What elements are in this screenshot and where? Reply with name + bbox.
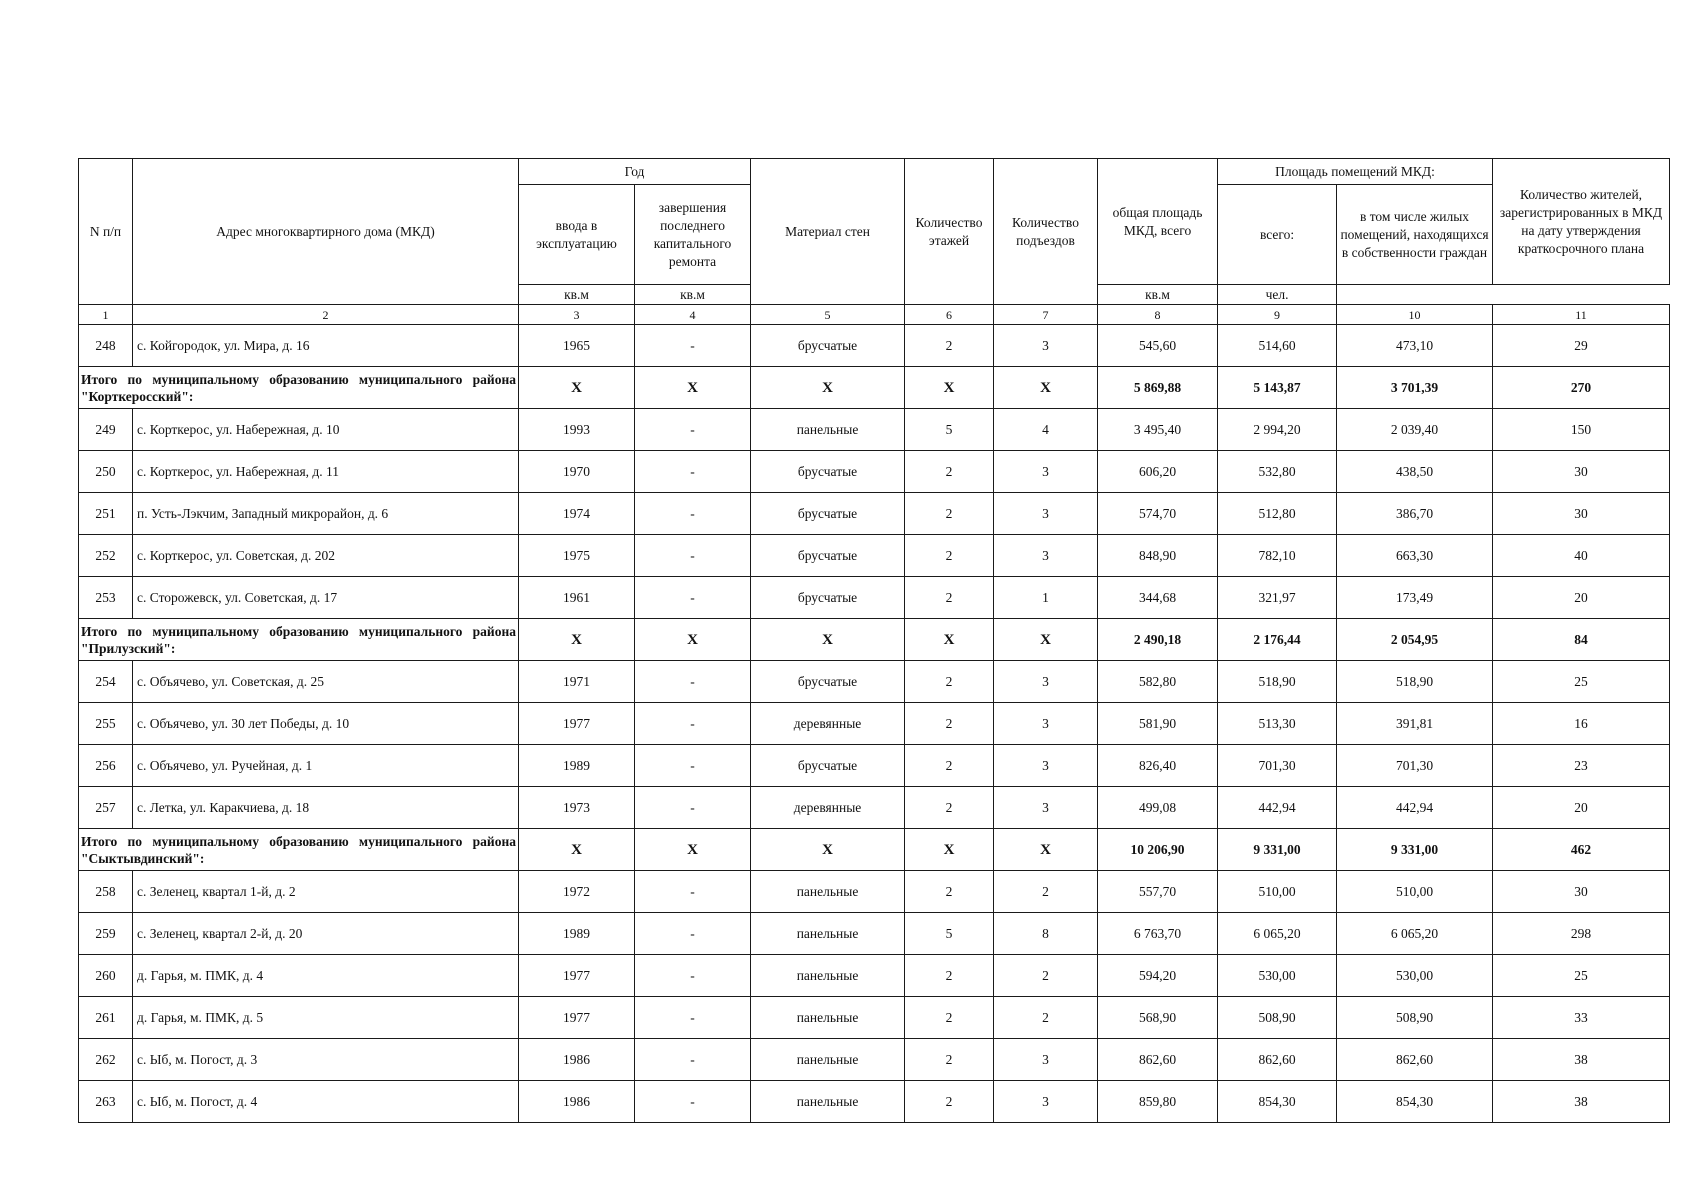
total-year-commission-x: X — [519, 619, 635, 661]
column-number-row — [79, 305, 1670, 325]
row-year-repair: - — [635, 409, 751, 451]
row-premises-residential: 473,10 — [1337, 325, 1493, 367]
row-premises-residential: 510,00 — [1337, 871, 1493, 913]
total-entrances-x: X — [994, 367, 1098, 409]
header-premises-all: всего: — [1218, 185, 1337, 285]
row-entrances: 3 — [994, 493, 1098, 535]
total-wall-material-x: X — [751, 829, 905, 871]
row-wall-material: панельные — [751, 871, 905, 913]
row-residents: 40 — [1493, 535, 1670, 577]
row-premises-all: 510,00 — [1218, 871, 1337, 913]
row-residents: 38 — [1493, 1081, 1670, 1123]
row-year-repair: - — [635, 913, 751, 955]
row-year-repair: - — [635, 1081, 751, 1123]
row-total-area: 344,68 — [1098, 577, 1218, 619]
total-premises-residential: 3 701,39 — [1337, 367, 1493, 409]
row-premises-all: 321,97 — [1218, 577, 1337, 619]
unit-residents: чел. — [1218, 285, 1337, 305]
total-area: 5 869,88 — [1098, 367, 1218, 409]
row-wall-material: брусчатые — [751, 493, 905, 535]
row-year-commission: 1961 — [519, 577, 635, 619]
row-entrances: 4 — [994, 409, 1098, 451]
row-floors: 5 — [905, 913, 994, 955]
table-row — [79, 1081, 1670, 1123]
row-premises-residential: 173,49 — [1337, 577, 1493, 619]
row-entrances: 2 — [994, 997, 1098, 1039]
row-year-commission: 1974 — [519, 493, 635, 535]
row-address: с. Сторожевск, ул. Советская, д. 17 — [133, 577, 519, 619]
row-year-repair: - — [635, 661, 751, 703]
row-year-repair: - — [635, 535, 751, 577]
row-address: с. Койгородок, ул. Мира, д. 16 — [133, 325, 519, 367]
row-number: 250 — [79, 451, 133, 493]
row-wall-material: панельные — [751, 955, 905, 997]
row-wall-material: панельные — [751, 1039, 905, 1081]
column-number: 2 — [133, 305, 519, 325]
total-year-repair-x: X — [635, 619, 751, 661]
row-entrances: 3 — [994, 451, 1098, 493]
row-number: 263 — [79, 1081, 133, 1123]
total-entrances-x: X — [994, 829, 1098, 871]
row-floors: 2 — [905, 997, 994, 1039]
row-number: 248 — [79, 325, 133, 367]
total-premises-residential: 2 054,95 — [1337, 619, 1493, 661]
row-wall-material: брусчатые — [751, 745, 905, 787]
total-premises-residential: 9 331,00 — [1337, 829, 1493, 871]
row-floors: 2 — [905, 1039, 994, 1081]
row-year-repair: - — [635, 325, 751, 367]
row-number: 259 — [79, 913, 133, 955]
row-premises-residential: 2 039,40 — [1337, 409, 1493, 451]
unit-premises-residential: кв.м — [1098, 285, 1218, 305]
row-entrances: 3 — [994, 325, 1098, 367]
header-premises-group: Площадь помещений МКД: — [1218, 159, 1493, 185]
row-total-area: 545,60 — [1098, 325, 1218, 367]
row-residents: 16 — [1493, 703, 1670, 745]
row-total-area: 581,90 — [1098, 703, 1218, 745]
row-premises-residential: 438,50 — [1337, 451, 1493, 493]
row-number: 253 — [79, 577, 133, 619]
row-residents: 33 — [1493, 997, 1670, 1039]
row-residents: 20 — [1493, 787, 1670, 829]
row-address: п. Усть-Лэкчим, Западный микрорайон, д. 6 — [133, 493, 519, 535]
row-floors: 2 — [905, 451, 994, 493]
row-year-commission: 1972 — [519, 871, 635, 913]
total-entrances-x: X — [994, 619, 1098, 661]
total-row — [79, 619, 1670, 661]
row-number: 251 — [79, 493, 133, 535]
row-floors: 2 — [905, 1081, 994, 1123]
row-total-area: 499,08 — [1098, 787, 1218, 829]
row-wall-material: брусчатые — [751, 325, 905, 367]
table-row — [79, 871, 1670, 913]
total-row — [79, 367, 1670, 409]
row-entrances: 3 — [994, 661, 1098, 703]
row-number: 260 — [79, 955, 133, 997]
row-year-repair: - — [635, 1039, 751, 1081]
row-year-commission: 1973 — [519, 787, 635, 829]
column-number: 5 — [751, 305, 905, 325]
row-premises-all: 862,60 — [1218, 1039, 1337, 1081]
table-row — [79, 787, 1670, 829]
row-number: 262 — [79, 1039, 133, 1081]
row-premises-residential: 6 065,20 — [1337, 913, 1493, 955]
total-wall-material-x: X — [751, 367, 905, 409]
row-floors: 2 — [905, 493, 994, 535]
row-number: 258 — [79, 871, 133, 913]
unit-premises-all: кв.м — [635, 285, 751, 305]
total-floors-x: X — [905, 829, 994, 871]
header-address: Адрес многоквартирного дома (МКД) — [133, 159, 519, 305]
row-year-commission: 1971 — [519, 661, 635, 703]
column-number: 10 — [1337, 305, 1493, 325]
row-residents: 23 — [1493, 745, 1670, 787]
row-address: д. Гарья, м. ПМК, д. 5 — [133, 997, 519, 1039]
table-row — [79, 913, 1670, 955]
row-premises-residential: 663,30 — [1337, 535, 1493, 577]
row-year-repair: - — [635, 577, 751, 619]
row-floors: 2 — [905, 535, 994, 577]
total-floors-x: X — [905, 619, 994, 661]
table-row — [79, 1039, 1670, 1081]
total-premises-all: 9 331,00 — [1218, 829, 1337, 871]
row-wall-material: брусчатые — [751, 535, 905, 577]
header-year-repair: завершения последнего капитального ремонта — [635, 185, 751, 285]
row-year-repair: - — [635, 703, 751, 745]
table-row — [79, 745, 1670, 787]
row-floors: 2 — [905, 661, 994, 703]
row-year-commission: 1970 — [519, 451, 635, 493]
table-row — [79, 703, 1670, 745]
total-wall-material-x: X — [751, 619, 905, 661]
row-entrances: 2 — [994, 955, 1098, 997]
total-year-commission-x: X — [519, 367, 635, 409]
row-address: с. Объячево, ул. Советская, д. 25 — [133, 661, 519, 703]
row-floors: 2 — [905, 955, 994, 997]
row-address: с. Ыб, м. Погост, д. 4 — [133, 1081, 519, 1123]
row-premises-all: 530,00 — [1218, 955, 1337, 997]
table-row — [79, 661, 1670, 703]
row-wall-material: брусчатые — [751, 451, 905, 493]
row-residents: 30 — [1493, 871, 1670, 913]
row-total-area: 3 495,40 — [1098, 409, 1218, 451]
header-floors: Количество этажей — [905, 159, 994, 305]
row-total-area: 6 763,70 — [1098, 913, 1218, 955]
row-year-commission: 1977 — [519, 955, 635, 997]
row-premises-residential: 530,00 — [1337, 955, 1493, 997]
header-total-area: общая площадь МКД, всего — [1098, 159, 1218, 285]
row-premises-all: 782,10 — [1218, 535, 1337, 577]
row-address: с. Объячево, ул. Ручейная, д. 1 — [133, 745, 519, 787]
row-number: 255 — [79, 703, 133, 745]
row-premises-residential: 386,70 — [1337, 493, 1493, 535]
row-residents: 150 — [1493, 409, 1670, 451]
row-number: 261 — [79, 997, 133, 1039]
row-premises-residential: 701,30 — [1337, 745, 1493, 787]
row-year-repair: - — [635, 871, 751, 913]
table-row — [79, 451, 1670, 493]
total-area: 2 490,18 — [1098, 619, 1218, 661]
row-address: с. Корткерос, ул. Набережная, д. 11 — [133, 451, 519, 493]
row-premises-all: 854,30 — [1218, 1081, 1337, 1123]
row-premises-all: 512,80 — [1218, 493, 1337, 535]
row-entrances: 8 — [994, 913, 1098, 955]
row-residents: 25 — [1493, 955, 1670, 997]
row-address: с. Летка, ул. Каракчиева, д. 18 — [133, 787, 519, 829]
row-year-repair: - — [635, 493, 751, 535]
table-row — [79, 577, 1670, 619]
row-premises-all: 442,94 — [1218, 787, 1337, 829]
row-year-commission: 1989 — [519, 745, 635, 787]
row-premises-all: 514,60 — [1218, 325, 1337, 367]
row-wall-material: брусчатые — [751, 661, 905, 703]
row-year-commission: 1989 — [519, 913, 635, 955]
row-wall-material: деревянные — [751, 703, 905, 745]
header-num: N п/п — [79, 159, 133, 305]
row-residents: 30 — [1493, 493, 1670, 535]
row-number: 256 — [79, 745, 133, 787]
row-wall-material: брусчатые — [751, 577, 905, 619]
header-material: Материал стен — [751, 159, 905, 305]
row-residents: 30 — [1493, 451, 1670, 493]
header-entrances: Количество подъездов — [994, 159, 1098, 305]
row-number: 254 — [79, 661, 133, 703]
row-residents: 38 — [1493, 1039, 1670, 1081]
row-residents: 25 — [1493, 661, 1670, 703]
row-residents: 29 — [1493, 325, 1670, 367]
row-premises-all: 513,30 — [1218, 703, 1337, 745]
row-entrances: 3 — [994, 787, 1098, 829]
row-address: с. Корткерос, ул. Набережная, д. 10 — [133, 409, 519, 451]
column-number: 3 — [519, 305, 635, 325]
column-number: 6 — [905, 305, 994, 325]
row-address: с. Зеленец, квартал 1-й, д. 2 — [133, 871, 519, 913]
header-residents: Количество жителей, зарегистрированных в МКД на дату утверждения краткосрочного плана — [1493, 159, 1670, 285]
row-year-commission: 1986 — [519, 1081, 635, 1123]
row-premises-residential: 442,94 — [1337, 787, 1493, 829]
row-total-area: 859,80 — [1098, 1081, 1218, 1123]
row-premises-residential: 854,30 — [1337, 1081, 1493, 1123]
row-year-commission: 1977 — [519, 703, 635, 745]
total-floors-x: X — [905, 367, 994, 409]
row-number: 252 — [79, 535, 133, 577]
total-area: 10 206,90 — [1098, 829, 1218, 871]
row-year-repair: - — [635, 451, 751, 493]
total-premises-all: 2 176,44 — [1218, 619, 1337, 661]
row-premises-all: 518,90 — [1218, 661, 1337, 703]
row-year-repair: - — [635, 997, 751, 1039]
row-address: с. Корткерос, ул. Советская, д. 202 — [133, 535, 519, 577]
row-total-area: 574,70 — [1098, 493, 1218, 535]
total-label: Итого по муниципальному образованию муниципального района "Прилузский": — [79, 619, 519, 661]
row-premises-residential: 518,90 — [1337, 661, 1493, 703]
row-floors: 2 — [905, 703, 994, 745]
housing-table — [78, 158, 1670, 1123]
row-entrances: 3 — [994, 745, 1098, 787]
row-total-area: 862,60 — [1098, 1039, 1218, 1081]
row-residents: 298 — [1493, 913, 1670, 955]
column-number: 7 — [994, 305, 1098, 325]
row-wall-material: панельные — [751, 409, 905, 451]
row-premises-all: 508,90 — [1218, 997, 1337, 1039]
row-entrances: 3 — [994, 535, 1098, 577]
total-year-commission-x: X — [519, 829, 635, 871]
row-year-commission: 1965 — [519, 325, 635, 367]
table-row — [79, 955, 1670, 997]
row-number: 249 — [79, 409, 133, 451]
column-number: 1 — [79, 305, 133, 325]
row-wall-material: деревянные — [751, 787, 905, 829]
table-row — [79, 409, 1670, 451]
row-entrances: 3 — [994, 1039, 1098, 1081]
total-year-repair-x: X — [635, 829, 751, 871]
total-label: Итого по муниципальному образованию муниципального района "Корткеросский": — [79, 367, 519, 409]
column-number: 9 — [1218, 305, 1337, 325]
row-floors: 5 — [905, 409, 994, 451]
row-year-commission: 1986 — [519, 1039, 635, 1081]
row-year-commission: 1977 — [519, 997, 635, 1039]
row-floors: 2 — [905, 325, 994, 367]
row-year-repair: - — [635, 745, 751, 787]
total-year-repair-x: X — [635, 367, 751, 409]
row-entrances: 3 — [994, 1081, 1098, 1123]
row-address: с. Объячево, ул. 30 лет Победы, д. 10 — [133, 703, 519, 745]
row-year-repair: - — [635, 787, 751, 829]
table-row — [79, 493, 1670, 535]
row-entrances: 1 — [994, 577, 1098, 619]
unit-total-area: кв.м — [519, 285, 635, 305]
row-premises-residential: 862,60 — [1337, 1039, 1493, 1081]
row-entrances: 2 — [994, 871, 1098, 913]
row-premises-all: 2 994,20 — [1218, 409, 1337, 451]
total-row — [79, 829, 1670, 871]
row-residents: 20 — [1493, 577, 1670, 619]
row-premises-residential: 391,81 — [1337, 703, 1493, 745]
header-year-commission: ввода в эксплуатацию — [519, 185, 635, 285]
row-premises-all: 6 065,20 — [1218, 913, 1337, 955]
row-year-commission: 1993 — [519, 409, 635, 451]
row-premises-all: 532,80 — [1218, 451, 1337, 493]
row-address: с. Ыб, м. Погост, д. 3 — [133, 1039, 519, 1081]
total-premises-all: 5 143,87 — [1218, 367, 1337, 409]
row-total-area: 594,20 — [1098, 955, 1218, 997]
row-total-area: 568,90 — [1098, 997, 1218, 1039]
row-premises-residential: 508,90 — [1337, 997, 1493, 1039]
column-number: 8 — [1098, 305, 1218, 325]
row-total-area: 826,40 — [1098, 745, 1218, 787]
total-residents: 462 — [1493, 829, 1670, 871]
table-row — [79, 997, 1670, 1039]
column-number: 11 — [1493, 305, 1670, 325]
header-year-group: Год — [519, 159, 751, 185]
row-wall-material: панельные — [751, 1081, 905, 1123]
row-wall-material: панельные — [751, 913, 905, 955]
total-residents: 270 — [1493, 367, 1670, 409]
table-row — [79, 325, 1670, 367]
row-total-area: 848,90 — [1098, 535, 1218, 577]
row-year-commission: 1975 — [519, 535, 635, 577]
column-number: 4 — [635, 305, 751, 325]
row-year-repair: - — [635, 955, 751, 997]
row-premises-all: 701,30 — [1218, 745, 1337, 787]
row-total-area: 606,20 — [1098, 451, 1218, 493]
table-row — [79, 535, 1670, 577]
row-floors: 2 — [905, 871, 994, 913]
row-address: д. Гарья, м. ПМК, д. 4 — [133, 955, 519, 997]
header-premises-residential: в том числе жилых помещений, находящихся в собственности граждан — [1337, 185, 1493, 285]
row-floors: 2 — [905, 577, 994, 619]
row-floors: 2 — [905, 745, 994, 787]
total-label: Итого по муниципальному образованию муниципального района "Сыктывдинский": — [79, 829, 519, 871]
row-total-area: 557,70 — [1098, 871, 1218, 913]
row-entrances: 3 — [994, 703, 1098, 745]
row-address: с. Зеленец, квартал 2-й, д. 20 — [133, 913, 519, 955]
total-residents: 84 — [1493, 619, 1670, 661]
row-number: 257 — [79, 787, 133, 829]
row-total-area: 582,80 — [1098, 661, 1218, 703]
row-wall-material: панельные — [751, 997, 905, 1039]
row-floors: 2 — [905, 787, 994, 829]
table-body — [79, 325, 1670, 1123]
